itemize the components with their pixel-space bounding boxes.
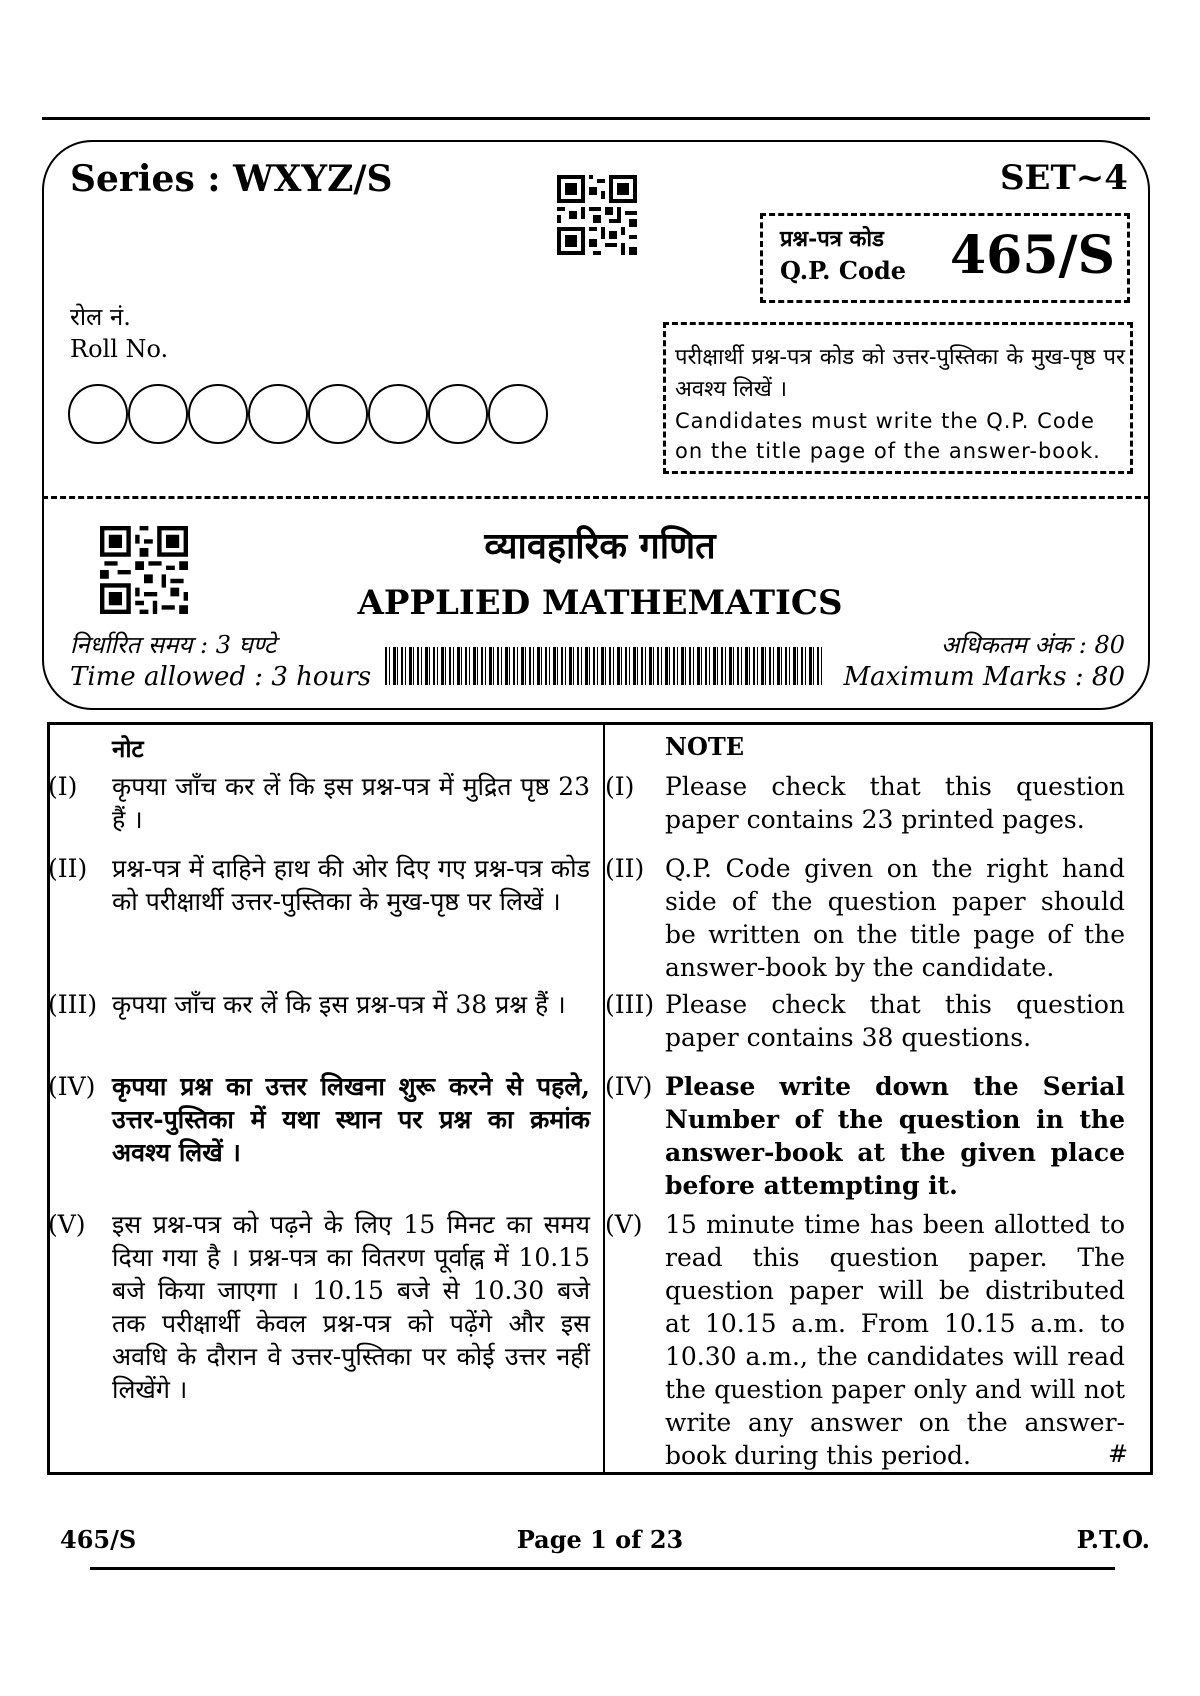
note-number: (III)	[605, 990, 655, 1019]
roll-digit-box[interactable]	[488, 384, 548, 444]
maximum-marks-hindi: अधिकतम अंक : 80	[940, 631, 1125, 659]
subject-title: APPLIED MATHEMATICS	[357, 583, 843, 623]
roll-digit-box[interactable]	[248, 384, 308, 444]
note-number: (V)	[605, 1210, 643, 1239]
roll-label: Roll No.	[70, 335, 169, 363]
hash-mark: #	[1108, 1440, 1129, 1468]
note-item-hindi: कृपया जाँच कर लें कि इस प्रश्न-पत्र में 38 प्रश्न हैं ।	[112, 990, 566, 1019]
barcode	[385, 647, 825, 685]
note-number: (IV)	[605, 1072, 653, 1101]
qp-code-label: Q.P. Code	[780, 256, 907, 285]
roll-digit-box[interactable]	[428, 384, 488, 444]
note-number: (II)	[48, 854, 88, 883]
bottom-rule	[90, 1567, 1115, 1570]
roll-digit-box[interactable]	[68, 384, 128, 444]
time-allowed-hindi: निर्धारित समय : 3 घण्टे	[70, 631, 277, 659]
time-allowed: Time allowed : 3 hours	[70, 662, 372, 692]
candidate-note-hindi: परीक्षार्थी प्रश्न-पत्र कोड को उत्तर-पुस्तिका के मुख-पृष्ठ पर अवश्य लिखें ।	[675, 345, 1125, 402]
qp-code-value: 465/S	[950, 225, 1116, 286]
note-item-hindi: कृपया प्रश्न का उत्तर लिखना शुरू करने से पहले, उत्तर-पुस्तिका में यथा स्थान पर प्रश्न का क्रमांक अवश्य लिखें ।	[112, 1072, 590, 1167]
roll-digit-box[interactable]	[128, 384, 188, 444]
roll-digit-box[interactable]	[188, 384, 248, 444]
note-number: (II)	[605, 854, 645, 883]
set-label: SET~4	[1000, 158, 1128, 198]
top-rule	[42, 117, 1150, 120]
candidate-note: Candidates must write the Q.P. Code on the title page of the answer-book.	[675, 409, 1101, 463]
note-number: (I)	[605, 772, 635, 801]
note-item: Please write down the Serial Number of the question in the answer-book at the given place before attempting it.	[665, 1072, 1125, 1200]
qp-code-label-hindi: प्रश्न-पत्र कोड	[780, 226, 884, 252]
qr-code-icon	[557, 175, 637, 255]
note-item-hindi: कृपया जाँच कर लें कि इस प्रश्न-पत्र में मुद्रित पृष्ठ 23 हैं ।	[112, 772, 590, 834]
note-item-hindi: प्रश्न-पत्र में दाहिने हाथ की ओर दिए गए प्रश्न-पत्र कोड को परीक्षार्थी उत्तर-पुस्तिका के मुख-पृष्ठ पर लिखें ।	[112, 854, 590, 916]
note-number: (V)	[48, 1210, 86, 1239]
footer-code: 465/S	[60, 1525, 137, 1554]
note-item: Please check that this question paper contains 38 questions.	[665, 990, 1125, 1052]
note-number: (IV)	[48, 1072, 96, 1101]
note-item: 15 minute time has been allotted to read this question paper. The question paper will be distributed at 10.15 a.m. From 10.15 a.m. to 10.30 a.m., the candidates will read the question paper only and will not write any answer on the answer-book during this period.	[665, 1210, 1125, 1470]
dashed-divider	[42, 496, 1150, 499]
note-item: Please check that this question paper contains 23 printed pages.	[665, 772, 1125, 834]
subject-title-hindi: व्यावहारिक गणित	[484, 525, 716, 567]
notes-heading: NOTE	[665, 732, 744, 761]
note-item: Q.P. Code given on the right hand side of the question paper should be written on the title page of the answer-book by the candidate.	[665, 854, 1125, 982]
series-label: Series : WXYZ/S	[70, 158, 393, 200]
maximum-marks: Maximum Marks : 80	[843, 662, 1125, 692]
page-number: Page 1 of 23	[516, 1525, 684, 1554]
roll-digit-box[interactable]	[308, 384, 368, 444]
notes-heading-hindi: नोट	[112, 734, 144, 763]
roll-label-hindi: रोल नं.	[70, 303, 131, 331]
pto-label: P.T.O.	[1076, 1525, 1150, 1554]
note-number: (I)	[48, 772, 78, 801]
roll-digit-box[interactable]	[368, 384, 428, 444]
note-item-hindi: इस प्रश्न-पत्र को पढ़ने के लिए 15 मिनट का समय दिया गया है । प्रश्न-पत्र का वितरण पूर्वाह्न में 10.15 बजे किया जाएगा । 10.15 बजे से 10.30 बजे तक परीक्षार्थी केवल प्रश्न-पत्र को पढ़ेंगे और इस अवधि के दौरान वे उत्तर-पुस्तिका पर कोई उत्तर नहीं लिखेंगे ।	[112, 1210, 590, 1404]
note-number: (III)	[48, 990, 98, 1019]
qr-code-icon	[100, 526, 188, 614]
